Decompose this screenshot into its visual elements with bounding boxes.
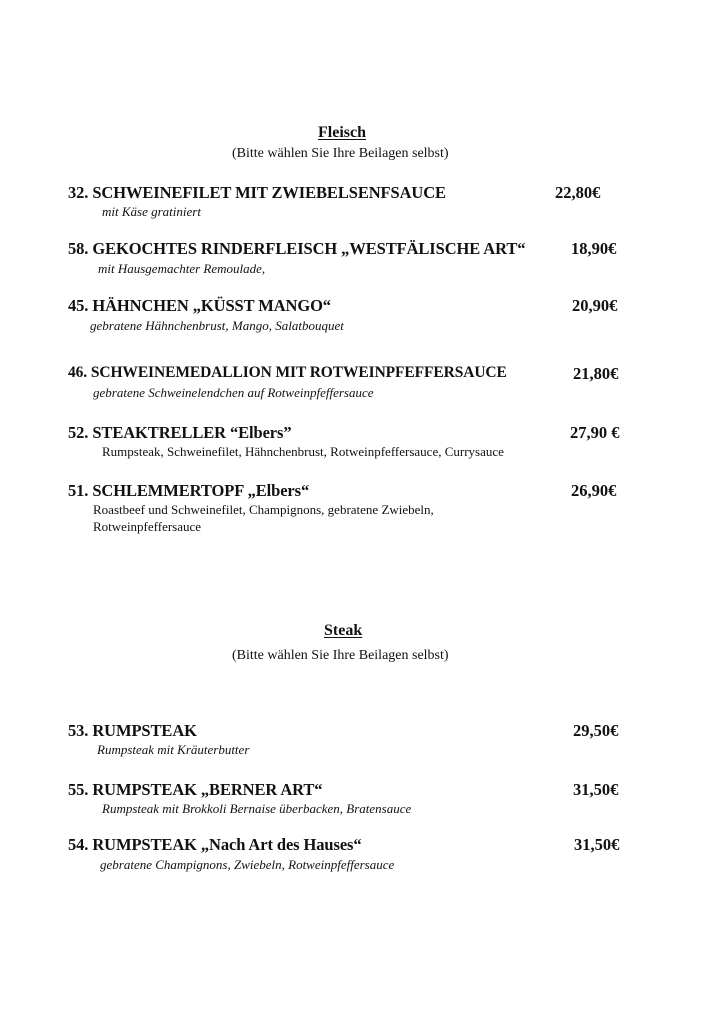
- item-price: 31,50€: [574, 835, 620, 854]
- section-title: Fleisch: [318, 124, 366, 141]
- item-description: Rumpsteak mit Kräuterbutter: [97, 742, 250, 757]
- item-description: Rumpsteak mit Brokkoli Bernaise überbacken, Bratensauce: [102, 801, 412, 816]
- item-price: 29,50€: [573, 721, 619, 740]
- item-price: 27,90 €: [570, 423, 620, 442]
- item-name: 45. HÄHNCHEN „KÜSST MANGO“: [68, 296, 331, 315]
- item-name: 52. STEAKTRELLER “Elbers”: [68, 423, 292, 442]
- item-name: 53. RUMPSTEAK: [68, 721, 197, 740]
- item-name: 54. RUMPSTEAK „Nach Art des Hauses“: [68, 835, 362, 854]
- item-description: Rumpsteak, Schweinefilet, Hähnchenbrust, Rotweinpfeffersauce, Currysauce: [102, 444, 504, 459]
- item-description: Roastbeef und Schweinefilet, Champignons, gebratene Zwiebeln,: [93, 502, 434, 517]
- item-description: mit Hausgemachter Remoulade,: [98, 261, 266, 276]
- item-description: gebratene Schweinelendchen auf Rotweinpfeffersauce: [93, 385, 374, 400]
- item-name: 51. SCHLEMMERTOPF „Elbers“: [68, 481, 310, 500]
- item-description-line2: Rotweinpfeffersauce: [93, 519, 202, 534]
- section-title: Steak: [324, 622, 363, 639]
- item-price: 31,50€: [573, 780, 619, 799]
- item-name: 32. SCHWEINEFILET MIT ZWIEBELSENFSAUCE: [68, 183, 446, 202]
- item-price: 26,90€: [571, 481, 617, 500]
- item-name: 46. SCHWEINEMEDALLION MIT ROTWEINPFEFFERSAUCE: [68, 364, 507, 381]
- item-description: mit Käse gratiniert: [102, 204, 201, 219]
- item-name: 55. RUMPSTEAK „BERNER ART“: [68, 780, 323, 799]
- item-price: 20,90€: [572, 296, 618, 315]
- item-description: gebratene Champignons, Zwiebeln, Rotweinpfeffersauce: [100, 857, 395, 872]
- section-note: (Bitte wählen Sie Ihre Beilagen selbst): [232, 648, 449, 663]
- item-price: 21,80€: [573, 364, 619, 383]
- item-price: 22,80€: [555, 183, 601, 202]
- item-description: gebratene Hähnchenbrust, Mango, Salatbouquet: [90, 318, 344, 333]
- item-price: 18,90€: [571, 239, 617, 258]
- item-name: 58. GEKOCHTES RINDERFLEISCH „WESTFÄLISCHE ART“: [68, 239, 526, 258]
- section-note: (Bitte wählen Sie Ihre Beilagen selbst): [232, 146, 449, 161]
